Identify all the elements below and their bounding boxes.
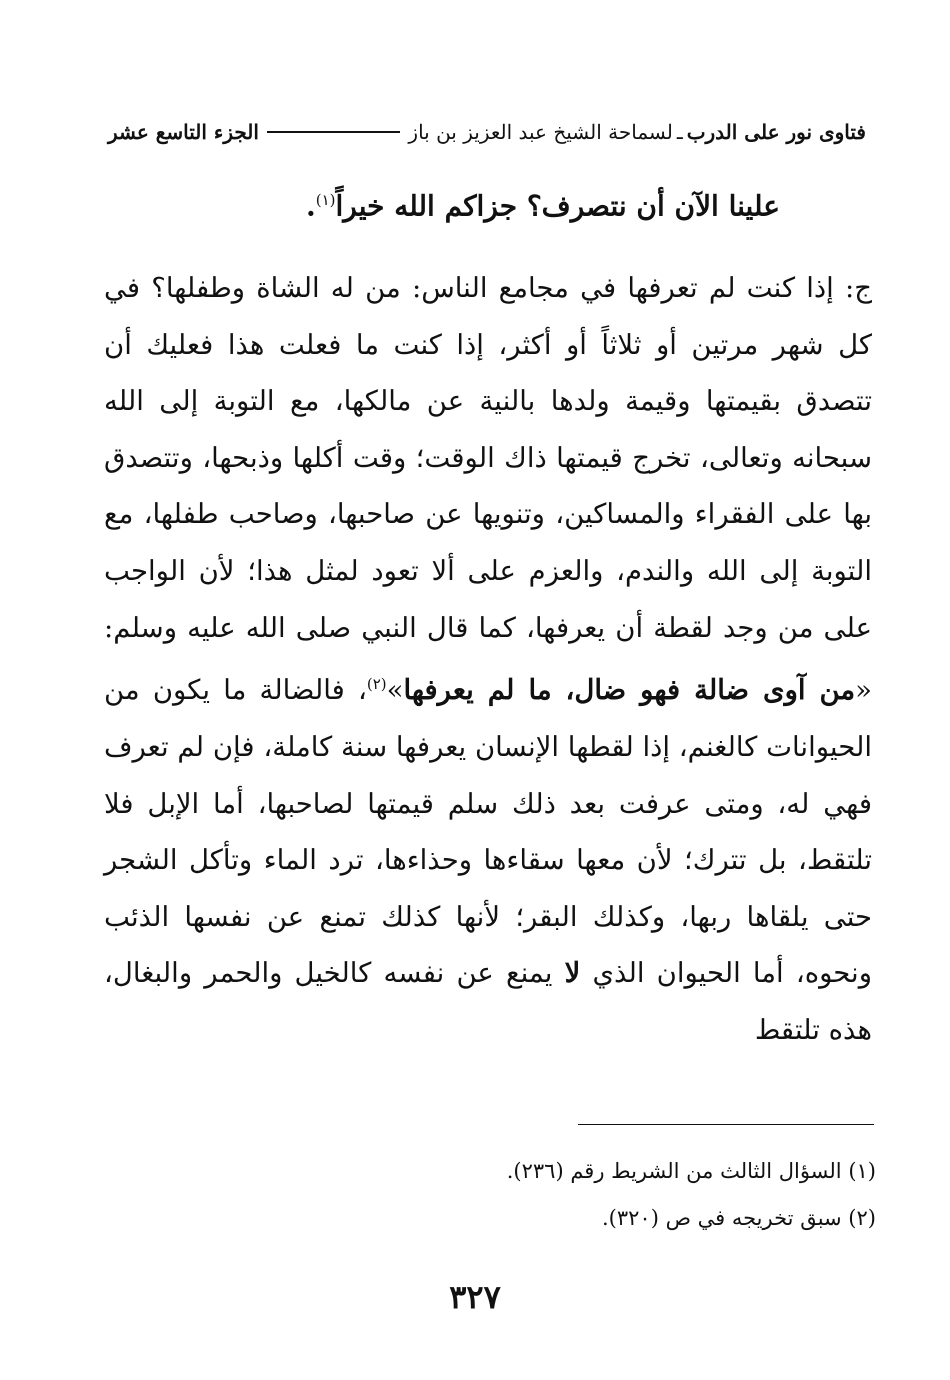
- header-dash: ـ: [676, 120, 683, 144]
- question-footnote-ref: (١): [315, 191, 336, 209]
- footnote-divider: [578, 1124, 874, 1125]
- header-author: لسماحة الشيخ عبد العزيز بن باز: [408, 120, 673, 144]
- answer-segment-1: ج: إذا كنت لم تعرفها في مجامع الناس: من له الشاة وطفلها؟ في كل شهر مرتين أو ثلاثاً أو أكثر، إذا كنت ما فعلت هذا فعليك أن تتصدق بقيمتها وقيمة ولدها بالنية عن مالكها، مع التوبة إلى الله سبحانه وتعالى، تخرج قيمتها ذاك الوقت؛ وقت أكلها وذبحها، وتتصدق بها على الفقراء والمساكين، وتنويها عن صاحبها، وصاحب طفلها، مع التوبة إلى الله والندم، والعزم على ألا تعود لمثل هذا؛ لأن الواجب على من وجد لقطة أن يعرفها، كما قال النبي صلى الله عليه وسلم: «: [104, 272, 872, 707]
- question-text: [160, 175, 780, 231]
- header-rule: [267, 131, 400, 133]
- footnote-1: (١) السؤال الثالث من الشريط رقم (٢٣٦).: [506, 1159, 876, 1183]
- answer-bold-la: لا: [564, 957, 581, 990]
- header-book-title: فتاوى نور على الدرب: [686, 120, 866, 144]
- page-number: ٣٢٧: [449, 1278, 501, 1316]
- answer-paragraph: [104, 260, 872, 1058]
- question-end: .: [305, 189, 316, 223]
- question-body: علينا الآن أن نتصرف؟ جزاكم الله خيراً: [335, 189, 780, 223]
- answer-footnote-ref: (٢): [366, 675, 387, 694]
- answer-segment-4: يمنع عن نفسه كالخيل والحمر والبغال، هذه تلتقط: [104, 957, 872, 1046]
- answer-segment-2: »: [386, 674, 404, 707]
- answer-segment-3: ، فالضالة ما يكون من الحيوانات كالغنم، إذا لقطها الإنسان يعرفها سنة كاملة، فإن لم تعرف فهي له، ومتى عرفت بعد ذلك سلم قيمتها لصاحبها، أما الإبل فلا تلتقط، بل تترك؛ لأن معها سقاءها وحذاءها، ترد الماء وتأكل الشجر حتى يلقاها ربها، وكذلك البقر؛ لأنها كذلك تمنع عن نفسها الذئب ونحوه، أما الحيوان الذي: [104, 674, 872, 990]
- hadith-quote: من آوى ضالة فهو ضال، ما لم يعرفها: [403, 674, 856, 707]
- footnotes: [116, 1148, 876, 1242]
- header-part: الجزء التاسع عشر: [108, 120, 259, 144]
- running-header: [108, 112, 866, 152]
- footnote-2: (٢) سبق تخريجه في ص (٣٢٠).: [602, 1206, 876, 1230]
